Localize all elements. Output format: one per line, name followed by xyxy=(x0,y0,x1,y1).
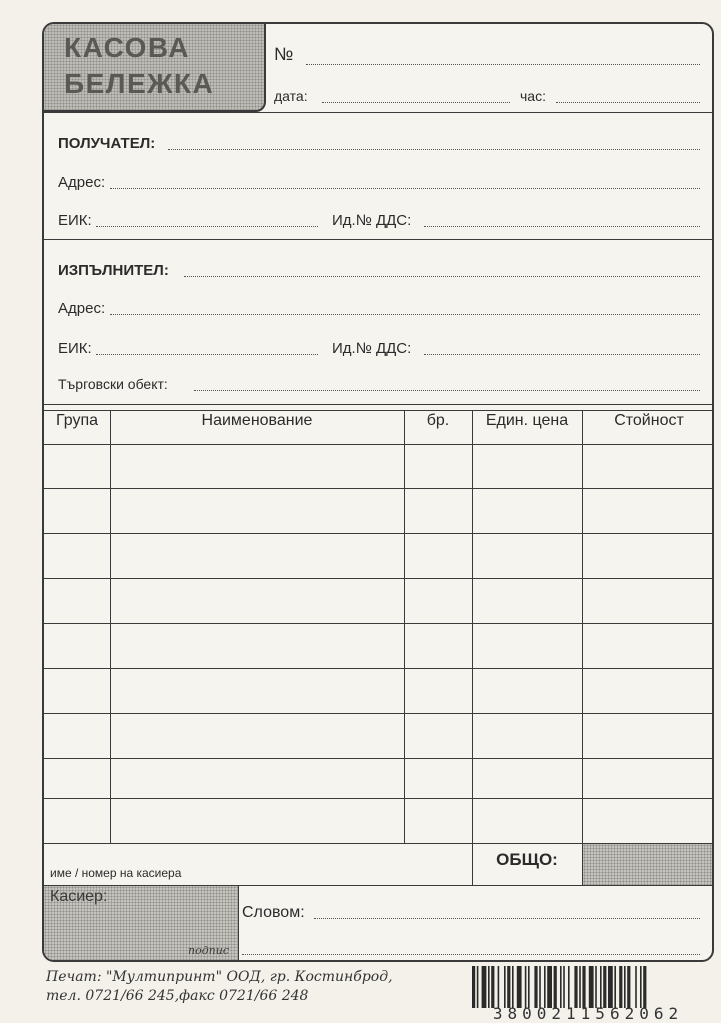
barcode-bar xyxy=(544,966,546,1008)
recipient-heading: ПОЛУЧАТЕЛ: xyxy=(58,135,156,152)
barcode-bar xyxy=(512,966,514,1008)
barcode-image xyxy=(470,966,710,1008)
table-row[interactable] xyxy=(44,798,712,799)
table-row[interactable] xyxy=(44,713,712,714)
table-row[interactable] xyxy=(44,533,712,534)
barcode-bar xyxy=(504,966,506,1008)
barcode-bar xyxy=(627,966,630,1008)
barcode-bar xyxy=(554,966,557,1008)
performer-heading: ИЗПЪЛНИТЕЛ: xyxy=(58,262,169,279)
total-label: ОБЩО: xyxy=(496,850,558,869)
cashier-caption: име / номер на касиера xyxy=(50,866,182,880)
barcode-bar xyxy=(600,966,602,1008)
recipient-vat-field[interactable] xyxy=(424,226,700,227)
barcode-bar xyxy=(635,966,637,1008)
barcode-bar xyxy=(547,966,552,1008)
signature-label: подпис xyxy=(188,944,230,957)
barcode-bar xyxy=(582,966,585,1008)
performer-eik-label: ЕИК: xyxy=(58,340,92,357)
barcode-bar xyxy=(589,966,594,1008)
title-line-1: КАСОВА xyxy=(64,32,190,63)
date-field[interactable] xyxy=(322,102,510,103)
recipient-eik-label: ЕИК: xyxy=(58,212,92,229)
column-divider xyxy=(110,410,111,843)
barcode-bar xyxy=(472,966,475,1008)
column-divider xyxy=(404,410,405,843)
barcode-bar xyxy=(568,966,570,1008)
barcode-bar xyxy=(574,966,577,1008)
barcode-bar xyxy=(603,966,606,1008)
table-top-border xyxy=(44,410,712,411)
divider xyxy=(44,404,712,405)
barcode-bar xyxy=(477,966,479,1008)
title-line-2: БЕЛЕЖКА xyxy=(64,68,215,99)
barcode-bar xyxy=(595,966,597,1008)
time-field[interactable] xyxy=(556,102,700,103)
column-header-group: Група xyxy=(55,412,99,429)
number-field[interactable] xyxy=(306,64,700,65)
table-row[interactable] xyxy=(44,488,712,489)
barcode-bar xyxy=(539,966,541,1008)
number-label: № xyxy=(274,44,294,64)
performer-shop-field[interactable] xyxy=(194,390,700,391)
barcode-bar xyxy=(579,966,581,1008)
barcode-bar xyxy=(488,966,490,1008)
column-header-unit-price: Един. цена xyxy=(485,412,569,429)
barcode-bar xyxy=(619,966,622,1008)
printer-line-2: тел. 0721/66 245,факс 0721/66 248 xyxy=(46,988,309,1004)
table-row[interactable] xyxy=(44,758,712,759)
performer-eik-field[interactable] xyxy=(96,354,318,355)
recipient-name-field[interactable] xyxy=(168,149,700,150)
recipient-eik-field[interactable] xyxy=(96,226,318,227)
barcode-number: 3800211562062 xyxy=(492,1004,684,1023)
column-divider xyxy=(582,410,583,885)
barcode-bar xyxy=(534,966,537,1008)
performer-address-field[interactable] xyxy=(110,314,700,315)
performer-shop-label: Търговски обект: xyxy=(58,376,168,392)
column-header-value: Стойност xyxy=(614,412,684,429)
barcode-bar xyxy=(614,966,616,1008)
time-label: час: xyxy=(520,88,546,104)
cashier-divider xyxy=(238,885,239,962)
table-row[interactable] xyxy=(44,623,712,624)
table-row[interactable] xyxy=(44,668,712,669)
title-box xyxy=(44,24,266,112)
table-header-bottom xyxy=(44,444,712,445)
recipient-vat-label: Ид.№ ДДС: xyxy=(332,212,412,229)
barcode-bar xyxy=(507,966,510,1008)
barcode-bar xyxy=(643,966,646,1008)
barcode-bar xyxy=(624,966,626,1008)
in-words-field-1[interactable] xyxy=(314,918,700,919)
performer-address-label: Адрес: xyxy=(58,300,106,317)
column-header-name: Наименование xyxy=(201,412,313,429)
barcode-bar xyxy=(528,966,530,1008)
barcode-bar xyxy=(563,966,565,1008)
in-words-label: Словом: xyxy=(242,904,305,921)
barcode-bar xyxy=(608,966,613,1008)
divider xyxy=(44,112,712,113)
receipt-form xyxy=(42,22,714,962)
performer-vat-field[interactable] xyxy=(424,354,700,355)
date-label: дата: xyxy=(274,88,308,104)
barcode-bar xyxy=(498,966,500,1008)
printer-line-1: Печат: "Мултипринт" ООД, гр. Костинброд, xyxy=(46,969,393,985)
barcode-bar xyxy=(491,966,494,1008)
in-words-field-2[interactable] xyxy=(242,954,700,955)
barcode-bar xyxy=(640,966,642,1008)
recipient-address-label: Адрес: xyxy=(58,174,106,191)
performer-name-field[interactable] xyxy=(184,276,700,277)
column-header-qty: бр. xyxy=(426,412,450,429)
divider xyxy=(44,239,712,240)
barcode-bar xyxy=(560,966,562,1008)
performer-vat-label: Ид.№ ДДС: xyxy=(332,340,412,357)
barcode-bar xyxy=(517,966,522,1008)
cashier-label: Касиер: xyxy=(50,888,108,905)
table-row[interactable] xyxy=(44,578,712,579)
barcode-bar xyxy=(482,966,487,1008)
recipient-address-field[interactable] xyxy=(110,188,700,189)
total-field[interactable] xyxy=(583,844,714,885)
column-divider xyxy=(472,410,473,885)
printer-info xyxy=(46,968,393,1006)
barcode-bar xyxy=(525,966,527,1008)
